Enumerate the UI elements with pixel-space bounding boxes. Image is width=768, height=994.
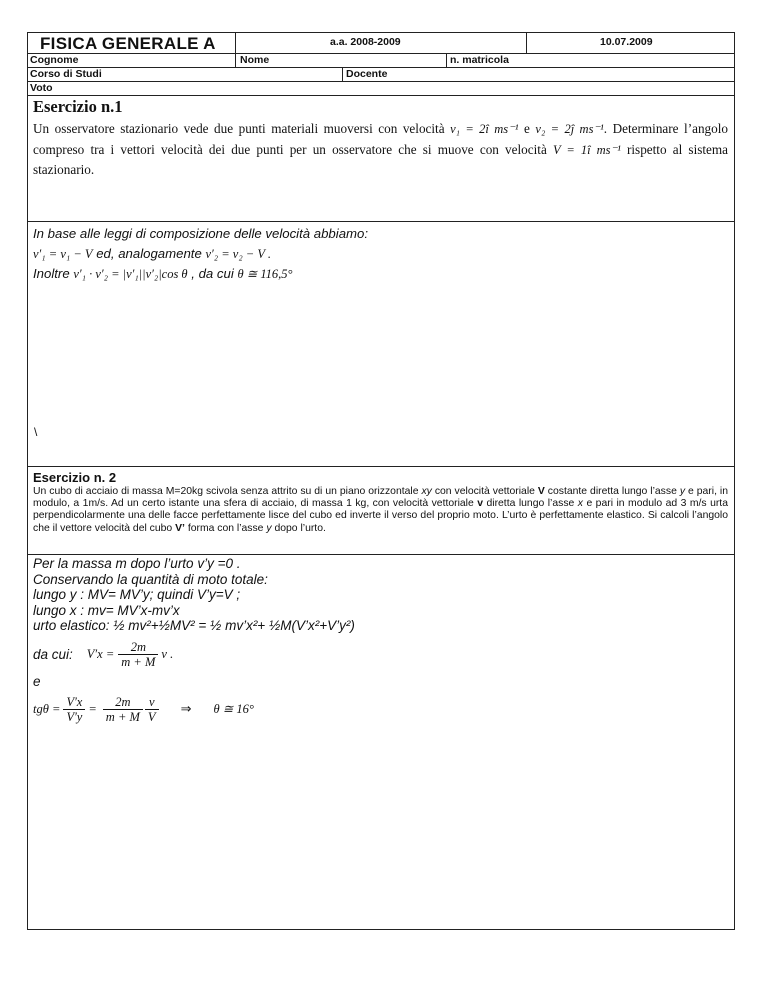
exercise2-text-part: y <box>679 486 686 497</box>
voto-label: Voto <box>30 82 53 94</box>
course-title: FISICA GENERALE A <box>40 34 216 53</box>
result-angle: θ ≅ 116,5° <box>237 267 293 281</box>
exercise2-text-part: dopo l’urto. <box>274 522 326 534</box>
fraction <box>145 695 159 724</box>
fraction-denominator: m + M <box>105 709 140 724</box>
equation: v′₂ = v₂ − V . <box>205 247 272 261</box>
solution2-line: lungo x : mv= MV’x-mv’x <box>33 602 180 618</box>
exercise2-text-part: forma con l’asse <box>187 522 264 534</box>
exercise1-text-part: e <box>524 121 530 136</box>
solution2-text: da cui: <box>33 646 73 662</box>
vector-v: v <box>477 498 484 510</box>
exercise2-solution <box>33 556 728 727</box>
exercise1-text: Un osservatore stazionario vede due punti materiali muoversi con velocità v₁ = 2î ms⁻¹ e v₂ = 2ĵ ms⁻¹. Determinare l’angolo compreso tra i vettori velocità dei due punti per un osservatore che si muove con velocità V = 1î ms⁻¹ rispetto al sistema stazionario. <box>33 121 728 177</box>
equation: v′₁ · v′₂ = |v′₁||v′₂|cos θ <box>73 267 188 281</box>
academic-year: a.a. 2008-2009 <box>330 36 401 48</box>
equation-vx <box>33 638 728 672</box>
equals-sign: = <box>88 701 97 716</box>
header-divider <box>28 95 734 96</box>
fraction-denominator: V <box>147 709 156 724</box>
nome-label: Nome <box>240 54 270 66</box>
column-divider <box>342 67 343 81</box>
vector-V: V <box>537 486 545 497</box>
exercise1-title: Esercizio n.1 <box>33 97 123 116</box>
exercise2-text <box>33 486 728 535</box>
fraction-numerator: V′x <box>63 695 85 710</box>
exercise2-text-part: con velocità vettoriale <box>434 486 535 497</box>
result-angle: θ ≅ 16° <box>213 702 254 716</box>
corso-label: Corso di Studi <box>30 68 102 80</box>
column-divider <box>526 33 527 53</box>
exercise1-text-part: rispetto al sistema stazionario. <box>33 141 728 177</box>
exercise2-title: Esercizio n. 2 <box>33 470 117 485</box>
solution2-line: Conservando la quantità di moto totale: <box>33 571 268 587</box>
solution1-text: , da cui <box>191 266 234 281</box>
exercise1-text-part: Un osservatore stazionario vede due punti materiali muoversi con velocità <box>33 121 445 136</box>
fraction <box>103 695 143 724</box>
equation-lhs: tgθ = <box>33 701 61 716</box>
exercise1-statement <box>33 97 728 180</box>
exam-sheet <box>27 32 735 930</box>
fraction-denominator: V′y <box>66 709 83 724</box>
v1-expression: v₁ = 2î ms⁻¹ <box>450 122 519 136</box>
exercise2-text-part: y <box>266 522 272 534</box>
exercise2-text-part: Un cubo di acciaio di massa M=20kg scivola senza attrito su di un piano orizzontale <box>33 486 419 497</box>
header-divider <box>28 81 734 82</box>
equation: v′₁ = v₁ − V <box>33 247 93 261</box>
solution2-line: lungo y : MV= MV’y; quindi V’y=V ; <box>33 587 241 602</box>
V-expression: V = 1î ms⁻¹ <box>552 142 621 157</box>
exercise2-text-part: x <box>577 498 583 510</box>
fraction <box>63 695 85 724</box>
solution1-line <box>33 244 728 264</box>
vector-V-prime: V’ <box>175 522 185 534</box>
exercise2-text-part: xy <box>421 486 432 497</box>
solution1-text: Inoltre <box>33 266 70 281</box>
exercise1-solution <box>33 224 728 284</box>
solution2-line: urto elastico: ½ mv²+½MV² = ½ mv’x²+ ½M(V’x²+V’y²) <box>33 618 355 633</box>
solution1-text: ed, analogamente <box>96 246 202 261</box>
fraction-numerator: v <box>145 695 159 710</box>
solution1-line <box>33 264 728 284</box>
fraction-numerator: 2m <box>118 640 158 655</box>
column-divider <box>235 33 236 67</box>
equation-tail: v . <box>161 647 174 661</box>
fraction-denominator: m + M <box>121 655 156 669</box>
section-divider <box>28 466 734 467</box>
solution2-line: e <box>33 673 41 689</box>
section-divider <box>28 554 734 555</box>
implies-arrow-icon: ⇒ <box>180 701 192 717</box>
exercise2-text-part: e pari, in modulo, a 1m/s. Ad un certo istante una sfera di acciaio, di massa 1 kg, con velocità vettoriale <box>33 486 729 510</box>
solution1-line: In base alle leggi di composizione delle velocità abbiamo: <box>33 226 369 241</box>
equation-lhs: V′x = <box>86 647 115 661</box>
exam-date: 10.07.2009 <box>600 36 653 48</box>
cognome-label: Cognome <box>30 54 79 66</box>
v2-expression: v₂ = 2ĵ ms⁻¹ <box>535 122 604 136</box>
equation-tg <box>33 691 728 727</box>
exercise1-text-part: Determinare l’angolo compreso tra i vettori velocità dei due punti per un osservatore che si muove con velocità <box>33 121 728 157</box>
exercise2-statement <box>33 470 728 535</box>
fraction <box>118 640 158 669</box>
exercise2-text-part: diretta lungo l’asse <box>486 498 575 510</box>
column-divider <box>446 53 447 67</box>
stray-character: \ <box>34 425 38 439</box>
matricola-label: n. matricola <box>450 54 509 66</box>
fraction-numerator: 2m <box>103 695 143 710</box>
exercise2-text-part: costante diretta lungo l’asse <box>547 486 677 497</box>
exercise2-text-part: e pari in modulo ad 3 m/s urta perpendicolarmente una delle facce perfettamente lisce del cubo ed inverte il verso del proprio moto. L’urto è perfettamente elastico. Si calcoli l’angolo che il vettore velocità del cubo <box>33 498 728 534</box>
section-divider <box>28 221 734 222</box>
solution2-line: Per la massa m dopo l’urto v’y =0 . <box>33 556 241 571</box>
docente-label: Docente <box>346 68 388 80</box>
